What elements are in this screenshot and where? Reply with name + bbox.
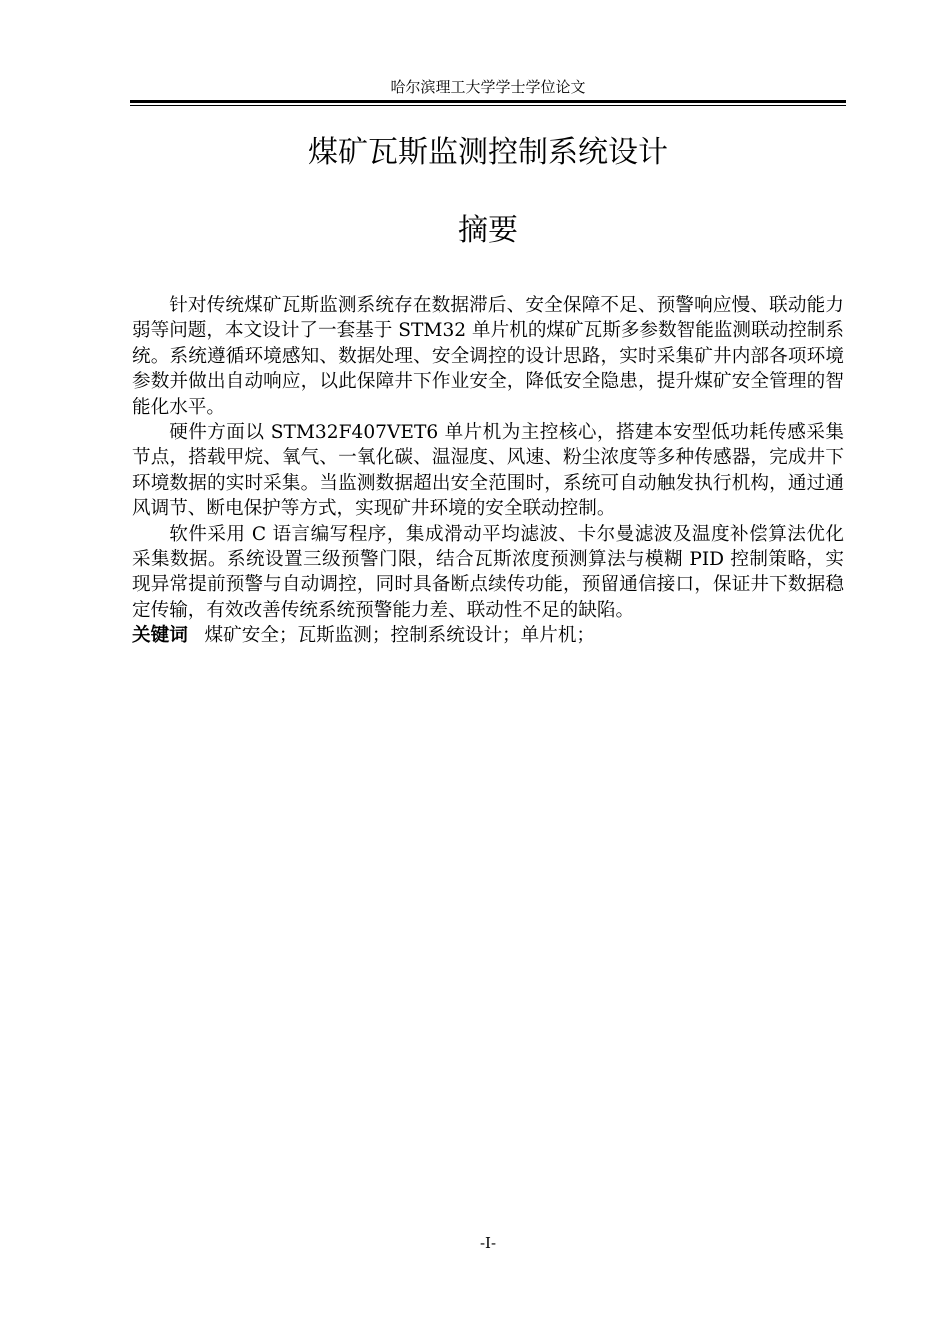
- keywords-line: [132, 623, 844, 648]
- header-rule-thick: [130, 100, 846, 103]
- abstract-paragraph-1: 针对传统煤矿瓦斯监测系统存在数据滞后、安全保障不足、预警响应慢、联动能力弱等问题，本文设计了一套基于 STM32 单片机的煤矿瓦斯多参数智能监测联动控制系统。系统遵循环境感知、数据处理、安全调控的设计思路，实时采集矿井内部各项环境参数并做出自动响应，以此保障井下作业安全，降低安全隐患，提升煤矿安全管理的智能化水平。: [132, 295, 844, 418]
- thesis-title: 煤矿瓦斯监测控制系统设计: [308, 135, 668, 170]
- page-number: -I-: [479, 1234, 497, 1252]
- abstract-body: [132, 293, 844, 649]
- running-header: 哈尔滨理工大学学士学位论文: [390, 78, 586, 96]
- abstract-paragraph-3: 软件采用 C 语言编写程序，集成滑动平均滤波、卡尔曼滤波及温度补偿算法优化采集数据。系统设置三级预警门限，结合瓦斯浓度预测算法与模糊 PID 控制策略，实现异常提前预警与自动调控，同时具备断点续传功能，预留通信接口，保证井下数据稳定传输，有效改善传统系统预警能力差、联动性不足的缺陷。: [132, 523, 844, 621]
- keywords-list: 煤矿安全；瓦斯监测；控制系统设计；单片机；: [204, 625, 596, 647]
- keywords-label: 关键词: [132, 625, 188, 647]
- header-rule-thin: [130, 105, 846, 106]
- abstract-paragraph-2: 硬件方面以 STM32F407VET6 单片机为主控核心，搭建本安型低功耗传感采集节点，搭载甲烷、氧气、一氧化碳、温湿度、风速、粉尘浓度等多种传感器，完成井下环境数据的实时采集。当监测数据超出安全范围时，系统可自动触发执行机构，通过通风调节、断电保护等方式，实现矿井环境的安全联动控制。: [132, 422, 844, 520]
- abstract-heading: 摘要: [458, 213, 518, 248]
